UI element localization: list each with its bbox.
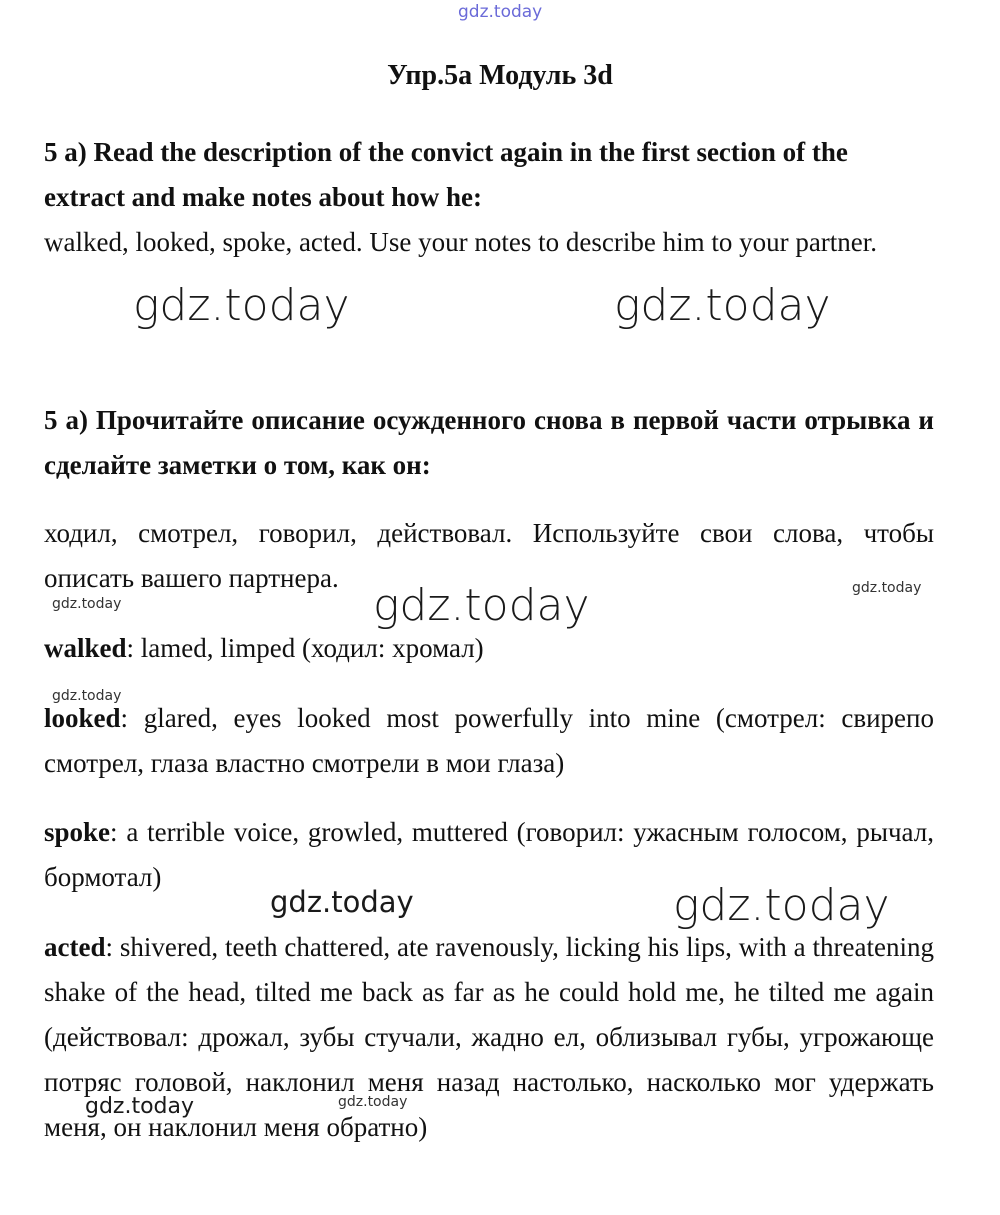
english-task-text: walked, looked, spoke, acted. Use your notes to describe him to your partner.: [44, 227, 878, 257]
answer-acted-label: acted: [44, 932, 106, 962]
english-task: [44, 130, 934, 265]
watermark: gdz.today: [852, 580, 922, 596]
watermark: gdz.today: [373, 580, 590, 631]
watermark: gdz.today: [52, 688, 122, 704]
answer-walked-label: walked: [44, 633, 127, 663]
page-title: Упр.5а Модуль 3d: [387, 60, 613, 91]
answer-walked-text: : lamed, limped (ходил: хромал): [126, 633, 484, 663]
watermark-top: gdz.today: [458, 2, 543, 22]
watermark: gdz.today: [338, 1094, 408, 1110]
english-task-heading: 5 a) Read the description of the convict again in the first section of the extract and make notes about how he:: [44, 137, 848, 212]
answer-looked: [44, 696, 934, 786]
russian-task: [44, 398, 934, 488]
answer-acted-text: : shivered, teeth chattered, ate ravenously, licking his lips, with a threatening shake of the head, tilted me back as far as he could hold me, he tilted me again (действовал: дрожал, зубы стучали, жадно ел, облизывал губы, угрожающе потряс головой, наклонил меня назад настолько, насколько мог удержать меня, он наклонил меня обратно): [44, 932, 934, 1142]
answer-spoke-label: spoke: [44, 817, 111, 847]
answer-looked-text: : glared, eyes looked most powerfully into mine (смотрел: свирепо смотрел, глаза властно смотрели в мои глаза): [44, 703, 934, 778]
watermark: gdz.today: [673, 880, 890, 931]
watermark: gdz.today: [614, 280, 831, 331]
watermark: gdz.today: [85, 1094, 195, 1119]
answer-walked: [44, 626, 934, 671]
watermark: gdz.today: [133, 280, 350, 331]
watermark: gdz.today: [270, 885, 414, 919]
answer-spoke-text: : a terrible voice, growled, muttered (говорил: ужасным голосом, рычал, бормотал): [44, 817, 934, 892]
answer-looked-label: looked: [44, 703, 121, 733]
russian-task-text: ходил, смотрел, говорил, действовал. Используйте свои слова, чтобы описать вашего партнера.: [44, 518, 934, 593]
russian-task-heading: 5 а) Прочитайте описание осужденного снова в первой части отрывка и сделайте заметки о том, как он:: [44, 405, 934, 480]
watermark: gdz.today: [52, 596, 122, 612]
